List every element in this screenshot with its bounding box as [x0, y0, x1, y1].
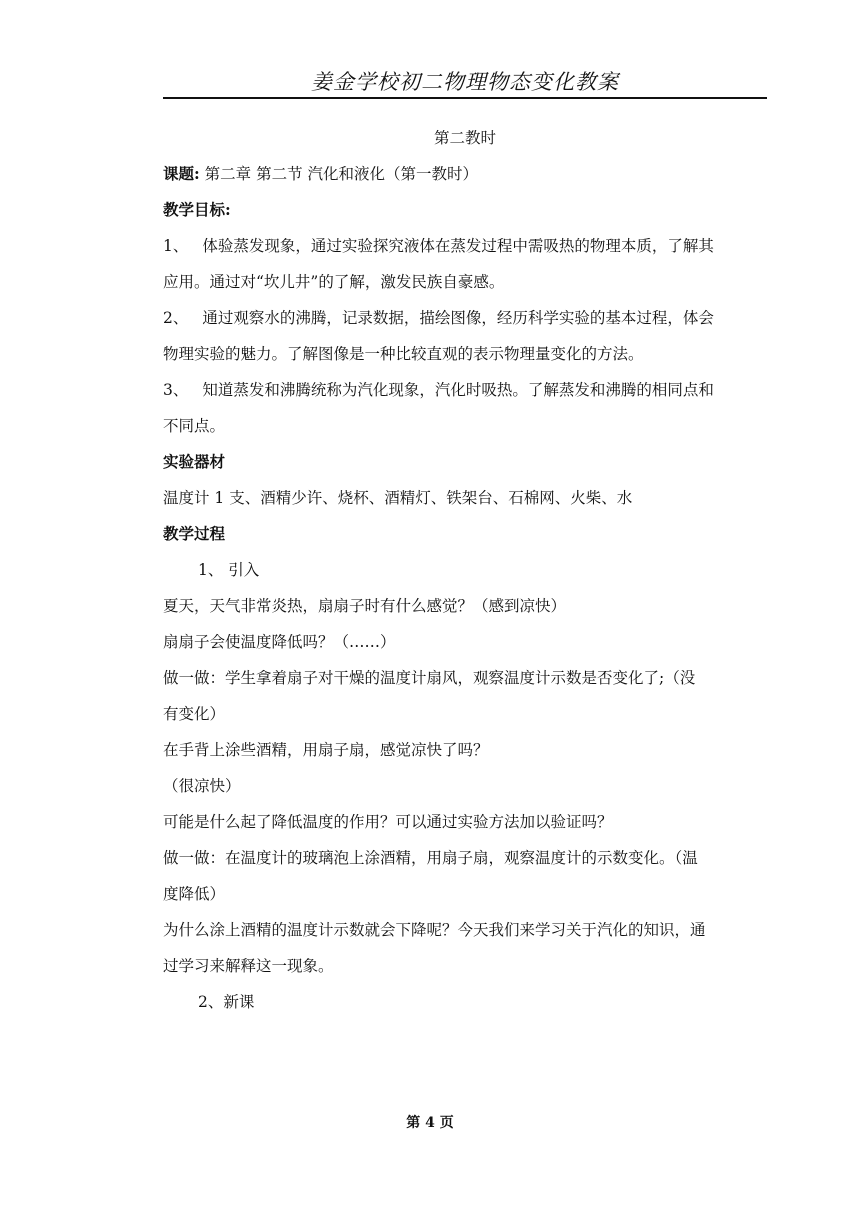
- paragraph-5: （很凉快）: [163, 777, 241, 795]
- goal-3-line-1: [163, 372, 767, 408]
- goal-2-text: 通过观察水的沸腾，记录数据，描绘图像，经历科学实验的基本过程，体会: [202, 309, 714, 327]
- goal-2-line-1: [163, 300, 767, 336]
- paragraph-7-line-2: 度降低）: [163, 885, 226, 903]
- goal-2-number: 2、: [163, 309, 189, 327]
- goal-1-line-2: 应用。通过对“坎儿井”的了解，激发民族自豪感。: [163, 273, 505, 291]
- topic-label: 课题:: [163, 164, 200, 183]
- equipment-list: 温度计 1 支、酒精少许、烧杯、酒精灯、铁架台、石棉网、火柴、水: [163, 489, 633, 507]
- document-body: [163, 120, 767, 1020]
- paragraph-7-line-1: 做一做：在温度计的玻璃泡上涂酒精，用扇子扇，观察温度计的示数变化。（温: [163, 849, 698, 867]
- step-2-heading: 2、新课: [198, 993, 255, 1011]
- goal-3-line-2: 不同点。: [163, 417, 226, 435]
- goal-1-line-1: [163, 228, 767, 264]
- document-header-title: 姜金学校初二物理物态变化教案: [311, 70, 619, 94]
- process-heading: 教学过程: [163, 524, 226, 543]
- goal-3-number: 3、: [163, 381, 189, 399]
- goal-2-line-2: 物理实验的魅力。了解图像是一种比较直观的表示物理量变化的方法。: [163, 345, 644, 363]
- lesson-topic: [163, 156, 767, 192]
- goals-heading: 教学目标:: [163, 200, 231, 219]
- paragraph-8-line-2: 过学习来解释这一现象。: [163, 957, 334, 975]
- equipment-heading: 实验器材: [163, 452, 226, 471]
- paragraph-3-line-1: 做一做：学生拿着扇子对干燥的温度计扇风，观察温度计示数是否变化了;（没: [163, 669, 696, 687]
- paragraph-8-line-1: 为什么涂上酒精的温度计示数就会下降呢？今天我们来学习关于汽化的知识，通: [163, 921, 706, 939]
- paragraph-1: 夏天，天气非常炎热，扇扇子时有什么感觉？（感到凉快）: [163, 597, 567, 615]
- paragraph-4: 在手背上涂些酒精，用扇子扇，感觉凉快了吗？: [163, 741, 489, 759]
- topic-value: 第二章 第二节 汽化和液化（第一教时）: [204, 165, 479, 183]
- page-number: 第 4 页: [406, 1115, 454, 1131]
- paragraph-6: 可能是什么起了降低温度的作用？可以通过实验方法加以验证吗？: [163, 813, 613, 831]
- lesson-period: 第二教时: [433, 129, 496, 147]
- paragraph-3-line-2: 有变化）: [163, 705, 226, 723]
- goal-1-text: 体验蒸发现象，通过实验探究液体在蒸发过程中需吸热的物理本质，了解其: [202, 237, 714, 255]
- goal-3-text: 知道蒸发和沸腾统称为汽化现象，汽化时吸热。了解蒸发和沸腾的相同点和: [202, 381, 714, 399]
- step-1-heading: 1、 引入: [198, 561, 260, 579]
- paragraph-2: 扇扇子会使温度降低吗？（……）: [163, 633, 396, 651]
- goal-1-number: 1、: [163, 237, 189, 255]
- header-divider: [163, 97, 767, 99]
